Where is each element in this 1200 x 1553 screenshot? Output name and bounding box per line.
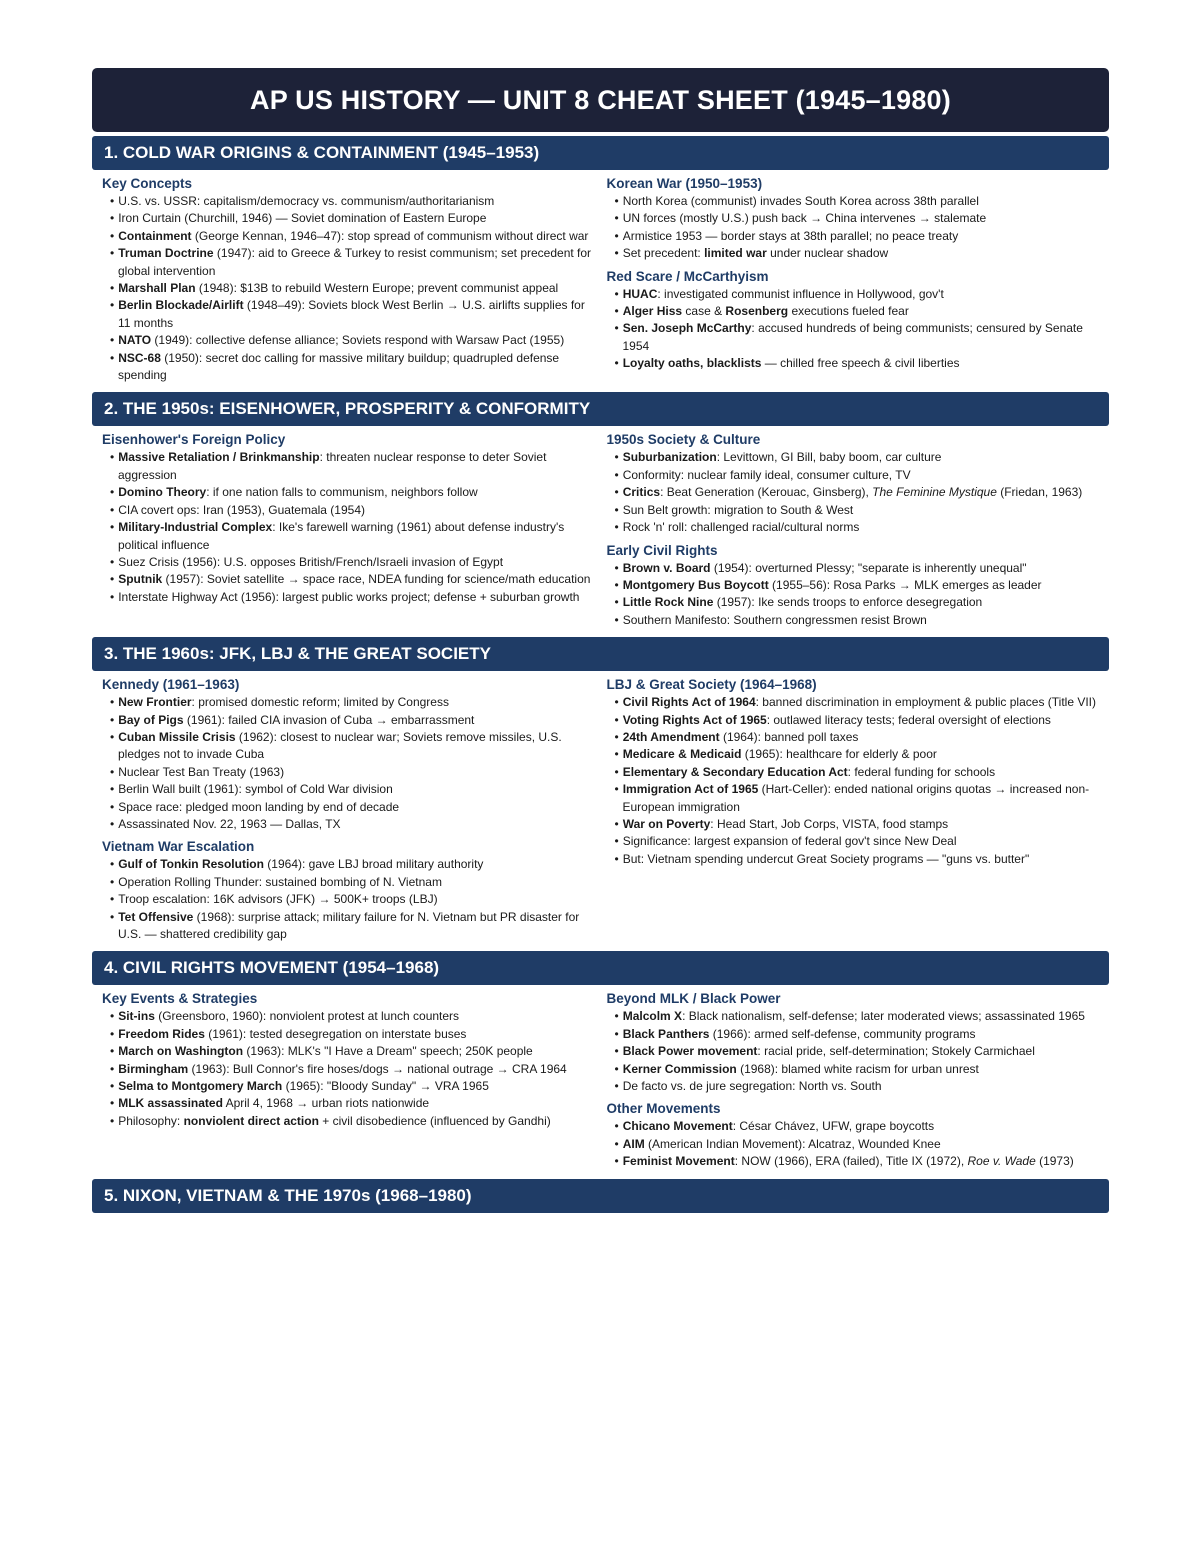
item-term: NATO bbox=[118, 333, 152, 348]
item-term: War on Poverty bbox=[622, 816, 711, 831]
item-term: Immigration Act of 1965 bbox=[622, 782, 759, 797]
item-term: AIM bbox=[622, 1136, 645, 1151]
list-item bbox=[102, 891, 595, 908]
list-item bbox=[102, 781, 595, 798]
bullet-list bbox=[102, 1008, 595, 1130]
list-item bbox=[607, 449, 1100, 466]
list-item bbox=[102, 350, 595, 385]
item-text: (1963): Bull Connor's fire hoses/dogs → national outrage → CRA 1964 bbox=[188, 1061, 567, 1076]
item-term: nonviolent direct action bbox=[183, 1113, 319, 1128]
subsection-title: Kennedy (1961–1963) bbox=[102, 677, 240, 693]
list-item bbox=[607, 1008, 1100, 1025]
item-term: Brown v. Board bbox=[622, 560, 711, 575]
list-item bbox=[102, 502, 595, 519]
item-text: Sun Belt growth: migration to South & West bbox=[622, 502, 854, 517]
item-text: case & bbox=[682, 304, 726, 319]
list-item bbox=[102, 1061, 595, 1078]
item-text: (1957): Soviet satellite → space race, NDEA funding for science/math education bbox=[162, 572, 591, 587]
list-item bbox=[607, 519, 1100, 536]
item-text: Nuclear Test Ban Treaty (1963) bbox=[118, 764, 285, 779]
item-term: Gulf of Tonkin Resolution bbox=[118, 857, 264, 872]
subsection-title: Eisenhower's Foreign Policy bbox=[102, 432, 286, 448]
item-term: Birmingham bbox=[118, 1061, 189, 1076]
list-item bbox=[607, 355, 1100, 372]
item-text: (1962): closest to nuclear war; Soviets remove missiles, U.S. pledges not to invade Cuba bbox=[118, 729, 562, 762]
subsection-title: 1950s Society & Culture bbox=[606, 432, 761, 448]
item-text: : banned discrimination in employment & public places (Title VII) bbox=[755, 695, 1097, 710]
item-text: (1950): secret doc calling for massive military buildup; quadrupled defense spending bbox=[118, 350, 560, 383]
item-text: : Levittown, GI Bill, baby boom, car culture bbox=[716, 450, 942, 465]
list-item bbox=[102, 280, 595, 297]
list-item bbox=[102, 1113, 595, 1130]
item-term: limited war bbox=[704, 246, 767, 261]
page-title: AP US HISTORY — UNIT 8 CHEAT SHEET (1945–1980) bbox=[92, 68, 1109, 132]
list-item bbox=[102, 816, 595, 833]
item-text: Assassinated Nov. 22, 1963 — Dallas, TX bbox=[118, 816, 341, 831]
item-text: Significance: largest expansion of federal gov't since New Deal bbox=[622, 834, 957, 849]
item-text: (American Indian Movement): Alcatraz, Wounded Knee bbox=[644, 1136, 941, 1151]
list-item bbox=[607, 560, 1100, 577]
item-text: (Greensboro, 1960): nonviolent protest at lunch counters bbox=[154, 1009, 460, 1024]
list-item bbox=[102, 297, 595, 332]
item-text: : racial pride, self-determination; Stokely Carmichael bbox=[757, 1044, 1035, 1059]
list-item bbox=[607, 816, 1100, 833]
column-left bbox=[102, 988, 595, 1170]
subsection-title: Vietnam War Escalation bbox=[102, 839, 255, 855]
list-item bbox=[607, 781, 1100, 816]
item-term: Chicano Movement bbox=[622, 1119, 733, 1134]
item-term: Military-Industrial Complex bbox=[118, 520, 273, 535]
bullet-list bbox=[102, 694, 595, 833]
list-item bbox=[102, 799, 595, 816]
list-item bbox=[102, 519, 595, 554]
section-4 bbox=[92, 951, 1109, 1174]
item-text: Philosophy: bbox=[118, 1113, 184, 1128]
item-text: Space race: pledged moon landing by end of decade bbox=[118, 799, 400, 814]
item-text: : Black nationalism, self-defense; later moderated views; assassinated 1965 bbox=[682, 1009, 1085, 1024]
list-item bbox=[102, 874, 595, 891]
item-text: UN forces (mostly U.S.) push back → China intervenes → stalemate bbox=[622, 211, 987, 226]
item-term: New Frontier bbox=[118, 695, 192, 710]
list-item bbox=[607, 833, 1100, 850]
item-term: Sit-ins bbox=[118, 1009, 155, 1024]
column-right bbox=[607, 173, 1100, 384]
item-text: April 4, 1968 → urban riots nationwide bbox=[222, 1096, 430, 1111]
list-item bbox=[607, 1118, 1100, 1135]
list-item bbox=[607, 594, 1100, 611]
subsection-title: Beyond MLK / Black Power bbox=[606, 991, 781, 1007]
list-item bbox=[607, 729, 1100, 746]
item-text: North Korea (communist) invades South Korea across 38th parallel bbox=[622, 194, 979, 208]
item-text: (Hart-Celler): ended national origins quotas → increased non-European immigration bbox=[622, 782, 1090, 814]
item-term: MLK assassinated bbox=[118, 1096, 223, 1111]
list-item bbox=[102, 589, 595, 606]
item-term: Kerner Commission bbox=[622, 1061, 737, 1076]
item-text: (1961): failed CIA invasion of Cuba → embarrassment bbox=[183, 712, 475, 727]
item-text: : if one nation falls to communism, neighbors follow bbox=[206, 485, 478, 500]
item-title-italic: The Feminine Mystique bbox=[872, 485, 997, 500]
item-text: : César Chávez, UFW, grape boycotts bbox=[732, 1119, 935, 1134]
list-item bbox=[607, 245, 1100, 262]
list-item bbox=[607, 577, 1100, 594]
item-term: Bay of Pigs bbox=[118, 712, 184, 727]
item-text: under nuclear shadow bbox=[766, 246, 889, 261]
list-item bbox=[607, 210, 1100, 227]
item-text: : Ike's farewell warning (1961) about defense industry's political influence bbox=[118, 520, 565, 552]
item-text: : Head Start, Job Corps, VISTA, food stamps bbox=[710, 816, 949, 831]
item-text: (1961): tested desegregation on interstate buses bbox=[204, 1026, 467, 1041]
list-item bbox=[102, 210, 595, 227]
list-item bbox=[607, 320, 1100, 355]
list-item bbox=[102, 1008, 595, 1025]
list-item bbox=[607, 193, 1100, 210]
list-item bbox=[607, 746, 1100, 763]
item-text: : Beat Generation (Kerouac, Ginsberg), bbox=[660, 485, 873, 500]
list-item bbox=[102, 856, 595, 873]
item-term: Suburbanization bbox=[622, 450, 717, 465]
list-item bbox=[102, 1078, 595, 1095]
column-left bbox=[102, 173, 595, 384]
item-text: (Friedan, 1963) bbox=[996, 485, 1083, 500]
item-text: Troop escalation: 16K advisors (JFK) → 500K+ troops (LBJ) bbox=[118, 892, 438, 907]
bullet-list bbox=[102, 449, 595, 606]
bullet-list bbox=[607, 286, 1100, 373]
section-body bbox=[92, 985, 1109, 1174]
list-item bbox=[607, 303, 1100, 320]
item-term: Rosenberg bbox=[725, 304, 789, 319]
subsection-title: Red Scare / McCarthyism bbox=[606, 268, 769, 284]
item-term: Sputnik bbox=[118, 572, 163, 587]
list-item bbox=[102, 1043, 595, 1060]
item-text: : outlawed literacy tests; federal oversight of elections bbox=[766, 712, 1051, 727]
item-term: Freedom Rides bbox=[118, 1026, 205, 1041]
item-term: Massive Retaliation / Brinkmanship bbox=[118, 450, 320, 465]
section-heading: 4. CIVIL RIGHTS MOVEMENT (1954–1968) bbox=[92, 951, 1109, 985]
item-text: (1965): healthcare for elderly & poor bbox=[741, 747, 937, 762]
item-term: Voting Rights Act of 1965 bbox=[622, 712, 767, 727]
list-item bbox=[607, 694, 1100, 711]
item-text: (1964): gave LBJ broad military authority bbox=[263, 857, 484, 872]
item-term: HUAC bbox=[622, 286, 658, 301]
bullet-list bbox=[607, 560, 1100, 630]
item-text: (1963): MLK's "I Have a Dream" speech; 250K people bbox=[243, 1044, 533, 1059]
item-text: (1973) bbox=[1035, 1154, 1074, 1169]
subsection-title: Korean War (1950–1953) bbox=[606, 176, 763, 191]
list-item bbox=[607, 484, 1100, 501]
item-text: CIA covert ops: Iran (1953), Guatemala (1954) bbox=[118, 502, 365, 517]
item-text: Armistice 1953 — border stays at 38th parallel; no peace treaty bbox=[622, 228, 959, 243]
column-right bbox=[607, 988, 1100, 1170]
item-term: Selma to Montgomery March bbox=[118, 1079, 283, 1094]
item-text: (1965): "Bloody Sunday" → VRA 1965 bbox=[282, 1079, 489, 1094]
item-text: (1948): $13B to rebuild Western Europe; prevent communist appeal bbox=[195, 281, 559, 296]
section-body bbox=[92, 426, 1109, 633]
list-item bbox=[607, 467, 1100, 484]
column-right bbox=[607, 674, 1100, 943]
bullet-list bbox=[102, 193, 595, 384]
list-item bbox=[102, 1095, 595, 1112]
item-text: De facto vs. de jure segregation: North vs. South bbox=[622, 1079, 882, 1094]
item-text: (1968): blamed white racism for urban unrest bbox=[736, 1061, 979, 1076]
item-text: (1968): surprise attack; military failure for N. Vietnam but PR disaster for U.S. — shattered credibility gap bbox=[118, 909, 580, 941]
list-item bbox=[102, 193, 595, 210]
item-text: U.S. vs. USSR: capitalism/democracy vs. communism/authoritarianism bbox=[118, 194, 495, 208]
list-item bbox=[102, 694, 595, 711]
bullet-list bbox=[607, 694, 1100, 868]
item-term: Cuban Missile Crisis bbox=[118, 729, 236, 744]
item-text: (1957): Ike sends troops to enforce desegregation bbox=[713, 595, 983, 610]
item-text: But: Vietnam spending undercut Great Society programs — "guns vs. butter" bbox=[622, 851, 1030, 866]
item-text: : federal funding for schools bbox=[847, 764, 996, 779]
list-item bbox=[102, 764, 595, 781]
item-text: (1948–49): Soviets block West Berlin → U.S. airlifts supplies for 11 months bbox=[118, 298, 585, 330]
item-term: Elementary & Secondary Education Act bbox=[622, 764, 848, 779]
item-term: NSC-68 bbox=[118, 350, 161, 365]
bullet-list bbox=[607, 449, 1100, 536]
section-body bbox=[92, 671, 1109, 947]
subsection-title: Key Events & Strategies bbox=[102, 991, 258, 1007]
bullet-list bbox=[607, 193, 1100, 263]
item-term: Loyalty oaths, blacklists bbox=[622, 356, 762, 371]
section-1 bbox=[92, 136, 1109, 388]
list-item bbox=[607, 286, 1100, 303]
item-text: Southern Manifesto: Southern congressmen resist Brown bbox=[622, 612, 927, 627]
list-item bbox=[102, 571, 595, 588]
section-heading: 2. THE 1950s: EISENHOWER, PROSPERITY & CONFORMITY bbox=[92, 392, 1109, 426]
bullet-list bbox=[607, 1118, 1100, 1170]
list-item bbox=[102, 484, 595, 501]
item-text: Iron Curtain (Churchill, 1946) — Soviet domination of Eastern Europe bbox=[118, 211, 487, 226]
item-text: Berlin Wall built (1961): symbol of Cold War division bbox=[118, 782, 393, 797]
item-text: Rock 'n' roll: challenged racial/cultural norms bbox=[622, 520, 860, 535]
item-text: + civil disobedience (influenced by Gandhi) bbox=[318, 1113, 551, 1128]
item-text: Interstate Highway Act (1956): largest public works project; defense + suburban growth bbox=[118, 589, 580, 604]
item-text: (1947): aid to Greece & Turkey to resist communism; set precedent for global intervention bbox=[118, 246, 592, 278]
item-term: Containment bbox=[118, 228, 192, 243]
item-term: Medicare & Medicaid bbox=[622, 747, 742, 762]
list-item bbox=[102, 245, 595, 280]
item-text: Set precedent: bbox=[622, 246, 705, 261]
item-term: Berlin Blockade/Airlift bbox=[118, 298, 244, 313]
section-heading: 1. COLD WAR ORIGINS & CONTAINMENT (1945–1953) bbox=[92, 136, 1109, 170]
item-title-italic: Roe v. Wade bbox=[967, 1154, 1036, 1169]
list-item bbox=[607, 1043, 1100, 1060]
bullet-list bbox=[607, 1008, 1100, 1095]
list-item bbox=[607, 1026, 1100, 1043]
subsection-title: LBJ & Great Society (1964–1968) bbox=[606, 677, 817, 693]
list-item bbox=[607, 228, 1100, 245]
item-term: Tet Offensive bbox=[118, 909, 194, 924]
item-text: : NOW (1966), ERA (failed), Title IX (1972), bbox=[734, 1154, 968, 1169]
bullet-list bbox=[102, 856, 595, 943]
list-item bbox=[102, 909, 595, 944]
list-item bbox=[607, 612, 1100, 629]
item-term: Montgomery Bus Boycott bbox=[622, 577, 769, 592]
section-3 bbox=[92, 637, 1109, 947]
item-term: Civil Rights Act of 1964 bbox=[622, 695, 756, 710]
item-text: executions fueled fear bbox=[788, 304, 909, 319]
item-text: (1949): collective defense alliance; Soviets respond with Warsaw Pact (1955) bbox=[151, 333, 565, 348]
item-text: (1966): armed self-defense, community programs bbox=[709, 1026, 976, 1041]
list-item bbox=[102, 712, 595, 729]
item-term: Alger Hiss bbox=[622, 304, 683, 319]
list-item bbox=[102, 1026, 595, 1043]
item-term: March on Washington bbox=[118, 1044, 244, 1059]
section-5 bbox=[92, 1179, 1109, 1213]
list-item bbox=[607, 1078, 1100, 1095]
list-item bbox=[607, 1153, 1100, 1170]
list-item bbox=[607, 502, 1100, 519]
list-item bbox=[102, 449, 595, 484]
section-2 bbox=[92, 392, 1109, 633]
list-item bbox=[607, 712, 1100, 729]
item-text: (George Kennan, 1946–47): stop spread of communism without direct war bbox=[191, 228, 589, 243]
item-term: 24th Amendment bbox=[622, 729, 720, 744]
item-text: (1954): overturned Plessy; "separate is inherently unequal" bbox=[710, 560, 1027, 575]
item-term: Sen. Joseph McCarthy bbox=[622, 321, 752, 336]
list-item bbox=[607, 851, 1100, 868]
list-item bbox=[607, 1136, 1100, 1153]
item-text: — chilled free speech & civil liberties bbox=[761, 356, 960, 371]
section-heading: 3. THE 1960s: JFK, LBJ & THE GREAT SOCIETY bbox=[92, 637, 1109, 671]
item-text: Suez Crisis (1956): U.S. opposes British/French/Israeli invasion of Egypt bbox=[118, 554, 504, 569]
item-text: : promised domestic reform; limited by Congress bbox=[191, 695, 449, 710]
subsection-title: Early Civil Rights bbox=[606, 542, 718, 558]
column-left bbox=[102, 429, 595, 629]
section-heading: 5. NIXON, VIETNAM & THE 1970s (1968–1980) bbox=[92, 1179, 1109, 1213]
item-text: : investigated communist influence in Hollywood, gov't bbox=[657, 286, 944, 301]
list-item bbox=[607, 764, 1100, 781]
item-text: : accused hundreds of being communists; censured by Senate 1954 bbox=[622, 321, 1083, 353]
item-term: Black Panthers bbox=[622, 1026, 710, 1041]
item-text: (1955–56): Rosa Parks → MLK emerges as leader bbox=[768, 577, 1042, 592]
item-text: : threaten nuclear response to deter Soviet aggression bbox=[118, 450, 547, 482]
item-text: (1964): banned poll taxes bbox=[719, 729, 859, 744]
item-term: Domino Theory bbox=[118, 485, 207, 500]
sections-container bbox=[92, 136, 1109, 1213]
item-term: Truman Doctrine bbox=[118, 246, 214, 261]
item-term: Black Power movement bbox=[622, 1044, 758, 1059]
item-text: Operation Rolling Thunder: sustained bombing of N. Vietnam bbox=[118, 874, 442, 889]
column-left bbox=[102, 674, 595, 943]
list-item bbox=[102, 729, 595, 764]
item-text: Conformity: nuclear family ideal, consumer culture, TV bbox=[622, 467, 911, 482]
list-item bbox=[607, 1061, 1100, 1078]
column-right bbox=[607, 429, 1100, 629]
cheat-sheet bbox=[92, 68, 1109, 1213]
list-item bbox=[102, 228, 595, 245]
subsection-title: Key Concepts bbox=[102, 176, 193, 191]
section-body bbox=[92, 170, 1109, 388]
item-term: Feminist Movement bbox=[622, 1154, 735, 1169]
item-term: Malcolm X bbox=[622, 1009, 683, 1024]
item-term: Marshall Plan bbox=[118, 281, 196, 296]
item-term: Critics bbox=[622, 485, 661, 500]
subsection-title: Other Movements bbox=[606, 1101, 721, 1117]
list-item bbox=[102, 332, 595, 349]
list-item bbox=[102, 554, 595, 571]
item-term: Little Rock Nine bbox=[622, 595, 714, 610]
